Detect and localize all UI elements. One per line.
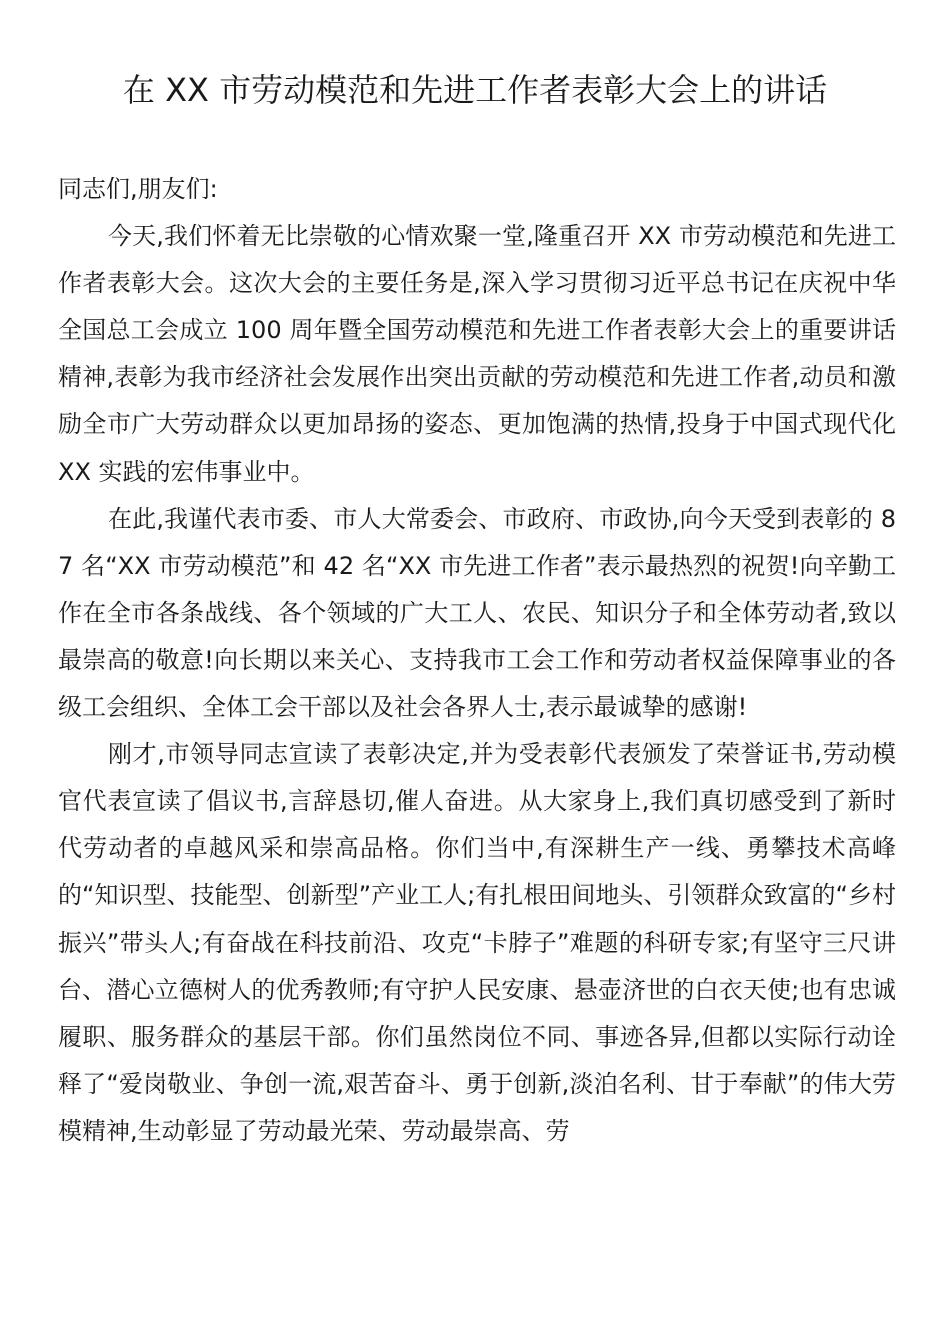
paragraph-model-workers: 刚才,市领导同志宣读了表彰决定,并为受表彰代表颁发了荣誉证书,劳动模官代表宣读了倡议书,言辞恳切,催人奋进。从大家身上,我们真切感受到了新时代劳动者的卓越风采和崇高品格。你们当中,有深耕生产一线、勇攀技术高峰的“知识型、技能型、创新型”产业工人;有扎根田间地头、引领群众致富的“乡村振兴”带头人;有奋战在科技前沿、攻克“卡脖子”难题的科研专家;有坚守三尺讲台、潜心立德树人的优秀教师;有守护人民安康、悬壶济世的白衣天使;也有忠诚履职、服务群众的基层干部。你们虽然岗位不同、事迹各异,但都以实际行动诠释了“爱岗敬业、争创一流,艰苦奋斗、勇于创新,淡泊名利、甘于奉献”的伟大劳模精神,生动彰显了劳动最光荣、劳动最崇高、劳	[58, 740, 896, 1145]
document-body	[58, 166, 896, 1155]
paragraph-opening: 今天,我们怀着无比崇敬的心情欢聚一堂,隆重召开 XX 市劳动模范和先进工作者表彰大会。这次大会的主要任务是,深入学习贯彻习近平总书记在庆祝中华全国总工会成立 100 周年暨全国劳动模范和先进工作者表彰大会上的重要讲话精神,表彰为我市经济社会发展作出突出贡献的劳动模范和先进工作者,动员和激励全市广大劳动群众以更加昂扬的姿态、更加饱满的热情,投身于中国式现代化 XX 实践的宏伟事业中。	[58, 222, 896, 486]
document-title: 在 XX 市劳动模范和先进工作者表彰大会上的讲话	[122, 71, 828, 109]
paragraph-congratulations: 在此,我谨代表市委、市人大常委会、市政府、市政协,向今天受到表彰的 87 名“XX 市劳动模范”和 42 名“XX 市先进工作者”表示最热烈的祝贺!向辛勤工作在全市各条战线、各个领域的广大工人、农民、知识分子和全体劳动者,致以最崇高的敬意!向长期以来关心、支持我市工会工作和劳动者权益保障事业的各级工会组织、全体工会干部以及社会各界人士,表示最诚挚的感谢!	[58, 504, 896, 722]
salutation: 同志们,朋友们:	[58, 175, 218, 203]
